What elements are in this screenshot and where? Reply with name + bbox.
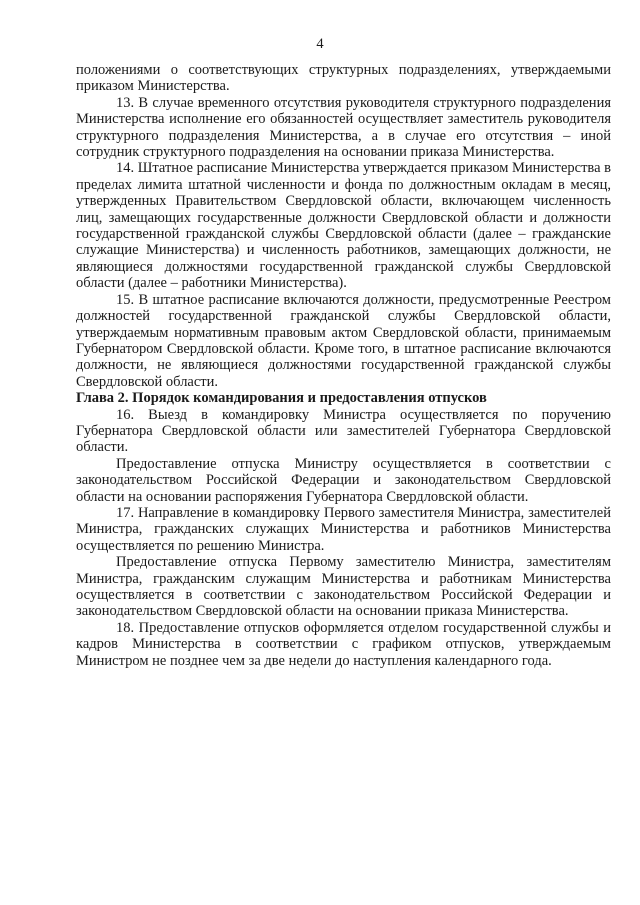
paragraph-16-leave: Предоставление отпуска Министру осуществляется в соответствии с законодательством Российской Федерации и законодательством Свердловской области на основании распоряжения Губернатора Свердловской области. — [76, 455, 611, 505]
paragraph-15: 15. В штатное расписание включаются должности, предусмотренные Реестром должностей государственной гражданской службы Свердловской области, утверждаемым нормативным правовым актом Свердловской области, принимаемым Губернатором Свердловской области. Кроме того, в штатное расписание включаются должности, не являющиеся должностями государственной гражданской службы Свердловской области. — [76, 291, 611, 390]
paragraph-18: 18. Предоставление отпусков оформляется отделом государственной службы и кадров Министерства в соответствии с графиком отпусков, утверждаемым Министром не позднее чем за две недели до наступления календарного года. — [76, 619, 611, 669]
paragraph-13: 13. В случае временного отсутствия руководителя структурного подразделения Министерства исполнение его обязанностей осуществляет заместитель руководителя структурного подразделения Министерства, а в случае его отсутствия – иной сотрудник структурного подразделения на основании приказа Министерства. — [76, 94, 611, 161]
paragraph-16: 16. Выезд в командировку Министра осуществляется по поручению Губернатора Свердловской области или заместителей Губернатора Свердловской области. — [76, 406, 611, 456]
page-number: 4 — [316, 36, 324, 52]
chapter-heading: Глава 2. Порядок командирования и предоставления отпусков — [76, 390, 487, 407]
document-body — [76, 62, 611, 669]
paragraph-14: 14. Штатное расписание Министерства утверждается приказом Министерства в пределах лимита штатной численности и фонда по должностным окладам в месяц, утвержденных Правительством Свердловской области, включающем численность лиц, замещающих государственные должности Свердловской области и должности государственной гражданской службы Свердловской области (далее – гражданские служащие Министерства) и численность работников, замещающих должности, не являющиеся должностями государственной гражданской службы Свердловской области (далее – работники Министерства). — [76, 160, 611, 292]
paragraph-continuation: положениями о соответствующих структурных подразделениях, утверждаемыми приказом Министерства. — [76, 62, 611, 95]
paragraph-17: 17. Направление в командировку Первого заместителя Министра, заместителей Министра, гражданских служащих Министерства и работников Министерства осуществляется по решению Министра. — [76, 504, 611, 554]
paragraph-17-leave: Предоставление отпуска Первому заместителю Министра, заместителям Министра, гражданским служащим Министерства и работникам Министерства осуществляется в соответствии с законодательством Российской Федерации и законодательством Свердловской области на основании приказа Министерства. — [76, 554, 611, 620]
